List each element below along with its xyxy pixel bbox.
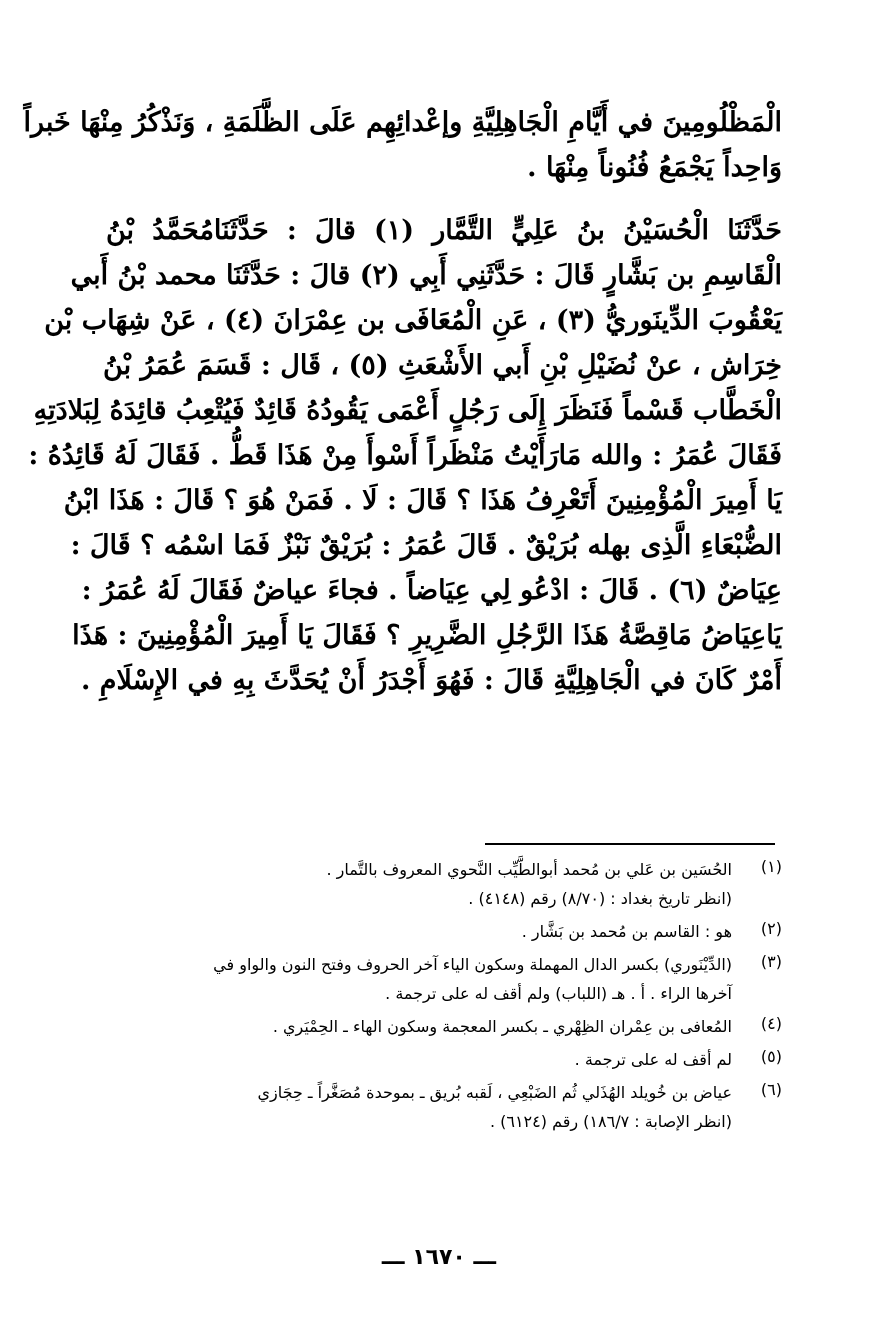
text-line: حَدَّثَنَا الْحُسَيْنُ بنُ عَلِيٍّ التَّمَّار (١) قالَ : حَدَّثَنَامُحَمَّدُ بْنُ <box>106 215 782 246</box>
footnote-divider <box>485 843 775 845</box>
text-line: الْقَاسِمِ بن بَشَّارٍ قَالَ : حَدَّثَنِي أَبِي (٢) قالَ : حَدَّثَنَا محمد بْنُ أَبي <box>70 260 782 291</box>
narration-paragraph <box>28 208 782 703</box>
text-line: يَاعِيَاضُ مَاقِصَّةُ هَذَا الرَّجُلِ الضَّرِيرِ ؟ فَقَالَ يَا أَمِيرَ الْمُؤْمِنِينَ : هَذَا <box>72 620 782 651</box>
footnote <box>106 855 782 913</box>
footnote-text <box>106 1045 732 1074</box>
footnote-text <box>106 917 732 946</box>
text-line: وَاحِداً يَجْمَعُ فُنُوناً مِنْهَا . <box>527 152 782 183</box>
footnote-line: هو : القاسم بن مُحمد بن بَشَّار . <box>521 922 732 941</box>
footnote-line: الحُسَين بن عَلي بن مُحمد أبوالطَّيِّب النَّحوي المعروف بالتَّمار . <box>326 860 732 879</box>
text-line: فَقَالَ عُمَرُ : والله مَارَأَيْتُ مَنْظَراً أَسْوأَ مِنْ هَذَا قَطُّ . فَقَالَ لَهُ قَائِدُهُ : <box>28 440 782 471</box>
footnote-line: آخرها الراء . أ . هـ (اللباب) ولم أقف له على ترجمة . <box>385 984 732 1003</box>
footnote-line: (الدِّيْنَوري) بكسر الدال المهملة وسكون الياء آخر الحروف وفتح النون والواو في <box>213 955 732 974</box>
footnote-line: المُعافى بن عِمْران الظِهْري ـ بكسر المعجمة وسكون الهاء ـ الحِمْيَري . <box>272 1017 732 1036</box>
footnote-text <box>106 855 732 913</box>
footnote-number: (٥) <box>760 1047 782 1066</box>
footnote-text <box>106 1012 732 1041</box>
footnote-number: (٤) <box>760 1014 782 1033</box>
footnote-number: (٦) <box>760 1080 782 1099</box>
footnote-text <box>106 1078 732 1136</box>
text-line: الْخَطَّاب قَسْماً فَنَظَرَ إِلَى رَجُلٍ أَعْمَى يَقُودُهُ قَائِدٌ فَيُتْعِبُ قائِدَهُ لِبَلادَتِهِ <box>33 395 782 426</box>
footnote-number: (١) <box>760 857 782 876</box>
text-line: عِيَاضٌ (٦) . قَالَ : ادْعُو لِي عِيَاضاً . فجاءَ عياضٌ فَقَالَ لَهُ عُمَرُ : <box>81 575 782 606</box>
footnote-line: (انظر الإصابة : ١٨٦/٧) رقم (٦١٢٤) . <box>489 1112 732 1131</box>
footnote-number: (٢) <box>760 919 782 938</box>
footnote <box>106 950 782 1008</box>
footnote <box>106 1045 782 1074</box>
footnote <box>106 1012 782 1041</box>
footnote <box>106 917 782 946</box>
text-line: أَمْرٌ كَانَ في الْجَاهِلِيَّةِ قَالَ : فَهُوَ أَجْدَرُ أَنْ يُحَدَّثَ بِهِ في الإِسْلَامِ . <box>81 665 782 696</box>
text-line: يَا أَمِيرَ الْمُؤْمِنِينَ أَتَعْرِفُ هَذَا ؟ قَالَ : لَا . فَمَنْ هُوَ ؟ قَالَ : هَذَا ابْنُ <box>63 485 782 516</box>
footnotes <box>106 855 782 1140</box>
footnote <box>106 1078 782 1136</box>
footnote-line: عياض بن خُويلد الهُذَلي ثُم الضَبْعِي ، لَقبه بُريق ـ بموحدة مُصَغَّراً ـ حِجَازي <box>257 1083 732 1102</box>
footnote-line: (انظر تاريخ بغداد : (٨/٧٠) رقم (٤١٤٨) . <box>468 889 732 908</box>
intro-paragraph <box>23 100 782 190</box>
main-text <box>23 100 782 703</box>
page-number: ـــ ١٦٧٠ ـــ <box>381 1245 497 1270</box>
footnote-line: لم أقف له على ترجمة . <box>574 1050 732 1069</box>
footnote-number: (٣) <box>760 952 782 971</box>
text-line: يَعْقُوبَ الدِّينَوريُّ (٣) ، عَنِ الْمُعَافَى بن عِمْرَانَ (٤) ، عَنْ شِهَاب بْن <box>44 305 782 336</box>
text-line: الْمَظْلُومِينَ في أَيَّامِ الْجَاهِلِيَّةِ وإعْدائِهِم عَلَى الظَّلَمَةِ ، وَنَذْكُرُ مِنْهَا خَبراً <box>23 107 782 138</box>
text-line: خِرَاش ، عنْ نُضَيْلِ بْنِ أَبي الأَشْعَثِ (٥) ، قَال : قَسَمَ عُمَرُ بْنُ <box>103 350 782 381</box>
footnote-text <box>106 950 732 1008</box>
text-line: الضُّبْعَاءِ الَّذِى بهله بُرَيْقٌ . قَالَ عُمَرُ : بُرَيْقٌ نَبْزٌ فَمَا اسْمُه ؟ قَالَ : <box>70 530 782 561</box>
